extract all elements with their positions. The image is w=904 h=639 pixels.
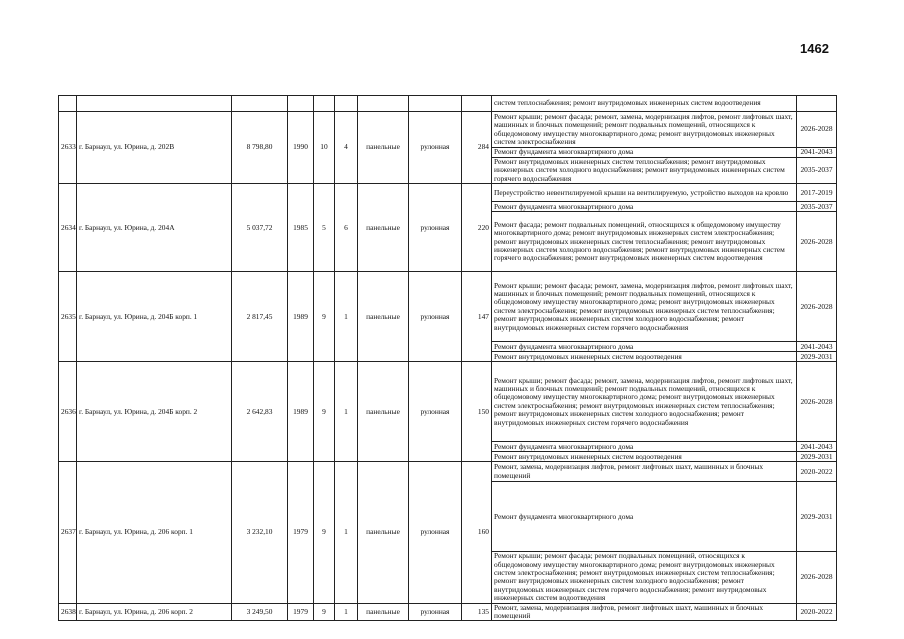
building-address: г. Барнаул, ул. Юрина, д. 204Б корп. 2: [77, 362, 232, 462]
roof-type: рулонная: [409, 462, 462, 603]
work-period: 2041-2043: [797, 148, 837, 158]
work-period: 2029-2031: [797, 482, 837, 552]
work-description: Ремонт фасада; ремонт подвальных помещений, относящихся к общедомовому имуществу многоквартирного дома; ремонт внутридомовых инженерных систем электроснабжения; ремонт внутридомовых инженерных систем теплоснабжения; ремонт внутридомовых инженерных систем холодного водоснабжения; ремонт внутридомовых инженерных систем горячего водоснабжения; ремонт внутридомовых инженерных систем водоотведения: [492, 212, 797, 272]
work-description: Переустройство невентилируемой крыши на вентилируемую, устройство выходов на кровлю: [492, 184, 797, 202]
work-description: Ремонт, замена, модернизация лифтов, ремонт лифтовых шахт, машинных и блочных помещений: [492, 603, 797, 621]
empty-cell: [232, 96, 288, 112]
apartment-count: 135: [462, 603, 492, 621]
apartment-count: 160: [462, 462, 492, 603]
wall-material: панельные: [358, 272, 409, 362]
building-address: г. Барнаул, ул. Юрина, д. 204Б корп. 1: [77, 272, 232, 362]
empty-cell: [358, 96, 409, 112]
apartment-count: 150: [462, 362, 492, 462]
work-period: 2026-2028: [797, 552, 837, 603]
building-year: 1979: [288, 603, 314, 621]
work-period: 2020-2022: [797, 603, 837, 621]
building-floors: 9: [314, 462, 335, 603]
building-floors: 5: [314, 184, 335, 272]
building-year: 1985: [288, 184, 314, 272]
work-description: Ремонт фундамента многоквартирного дома: [492, 342, 797, 352]
empty-cell: [409, 96, 462, 112]
building-number: 2636: [59, 362, 77, 462]
wall-material: панельные: [358, 112, 409, 184]
work-period: 2026-2028: [797, 112, 837, 148]
work-description: Ремонт внутридомовых инженерных систем водоотведения: [492, 352, 797, 362]
work-period: 2017-2019: [797, 184, 837, 202]
work-description: Ремонт внутридомовых инженерных систем теплоснабжения; ремонт внутридомовых инженерных систем холодного водоснабжения; ремонт внутридомовых инженерных систем горячего водоснабжения: [492, 158, 797, 184]
work-description: Ремонт крыши; ремонт фасада; ремонт, замена, модернизация лифтов, ремонт лифтовых шахт, машинных и блочных помещений; ремонт подвальных помещений, относящихся к общедомовому имуществу многоквартирного дома; ремонт внутридомовых инженерных систем электроснабжения; ремонт внутридомовых инженерных систем теплоснабжения; ремонт внутридомовых инженерных систем холодного водоснабжения; ремонт внутридомовых инженерных систем горячего водоснабжения: [492, 272, 797, 342]
empty-cell: [59, 96, 77, 112]
work-period: 2029-2031: [797, 452, 837, 462]
work-period: 2041-2043: [797, 442, 837, 452]
table-row: [59, 184, 837, 202]
work-description: Ремонт, замена, модернизация лифтов, ремонт лифтовых шахт, машинных и блочных помещений: [492, 462, 797, 482]
table-body: [59, 96, 837, 621]
work-period: 2026-2028: [797, 212, 837, 272]
building-area: 8 798,80: [232, 112, 288, 184]
page-number: 1462: [800, 41, 829, 56]
work-period: 2041-2043: [797, 342, 837, 352]
building-entrances: 1: [335, 462, 358, 603]
work-period: 2035-2037: [797, 158, 837, 184]
table-row: [59, 603, 837, 621]
building-floors: 9: [314, 362, 335, 462]
work-period: 2026-2028: [797, 272, 837, 342]
empty-cell: [77, 96, 232, 112]
work-description: Ремонт фундамента многоквартирного дома: [492, 148, 797, 158]
building-area: 3 232,10: [232, 462, 288, 603]
building-number: 2638: [59, 603, 77, 621]
table-row: [59, 112, 837, 148]
apartment-count: 284: [462, 112, 492, 184]
empty-cell: [335, 96, 358, 112]
roof-type: рулонная: [409, 112, 462, 184]
apartment-count: 147: [462, 272, 492, 362]
work-description: Ремонт внутридомовых инженерных систем водоотведения: [492, 452, 797, 462]
building-floors: 9: [314, 603, 335, 621]
work-period: [797, 96, 837, 112]
building-number: 2635: [59, 272, 77, 362]
roof-type: рулонная: [409, 362, 462, 462]
wall-material: панельные: [358, 603, 409, 621]
building-floors: 9: [314, 272, 335, 362]
building-year: 1989: [288, 272, 314, 362]
wall-material: панельные: [358, 362, 409, 462]
building-area: 5 037,72: [232, 184, 288, 272]
building-address: г. Барнаул, ул. Юрина, д. 206 корп. 1: [77, 462, 232, 603]
building-address: г. Барнаул, ул. Юрина, д. 204А: [77, 184, 232, 272]
building-number: 2633: [59, 112, 77, 184]
building-entrances: 1: [335, 272, 358, 362]
building-year: 1979: [288, 462, 314, 603]
empty-cell: [462, 96, 492, 112]
work-description: систем теплоснабжения; ремонт внутридомовых инженерных систем водоотведения: [492, 96, 797, 112]
wall-material: панельные: [358, 184, 409, 272]
work-description: Ремонт фундамента многоквартирного дома: [492, 442, 797, 452]
building-entrances: 4: [335, 112, 358, 184]
work-description: Ремонт крыши; ремонт фасада; ремонт, замена, модернизация лифтов, ремонт лифтовых шахт, машинных и блочных помещений; ремонт подвальных помещений, относящихся к общедомовому имуществу многоквартирного дома; ремонт внутридомовых инженерных систем электроснабжения: [492, 112, 797, 148]
building-area: 3 249,50: [232, 603, 288, 621]
roof-type: рулонная: [409, 184, 462, 272]
table-row: [59, 272, 837, 342]
wall-material: панельные: [358, 462, 409, 603]
empty-cell: [314, 96, 335, 112]
building-area: 2 817,45: [232, 272, 288, 362]
building-address: г. Барнаул, ул. Юрина, д. 206 корп. 2: [77, 603, 232, 621]
roof-type: рулонная: [409, 272, 462, 362]
building-entrances: 1: [335, 362, 358, 462]
building-number: 2637: [59, 462, 77, 603]
building-address: г. Барнаул, ул. Юрина, д. 202В: [77, 112, 232, 184]
roof-type: рулонная: [409, 603, 462, 621]
building-entrances: 1: [335, 603, 358, 621]
work-period: 2020-2022: [797, 462, 837, 482]
table-row: [59, 96, 837, 112]
building-number: 2634: [59, 184, 77, 272]
work-description: Ремонт фундамента многоквартирного дома: [492, 482, 797, 552]
capital-repair-table: [58, 95, 837, 621]
building-floors: 10: [314, 112, 335, 184]
work-period: 2035-2037: [797, 202, 837, 212]
building-year: 1989: [288, 362, 314, 462]
table-row: [59, 362, 837, 442]
building-entrances: 6: [335, 184, 358, 272]
work-description: Ремонт крыши; ремонт фасада; ремонт подвальных помещений, относящихся к общедомовому имуществу многоквартирного дома; ремонт внутридомовых инженерных систем электроснабжения; ремонт внутридомовых инженерных систем теплоснабжения; ремонт внутридомовых инженерных систем холодного водоснабжения; ремонт внутридомовых инженерных систем горячего водоснабжения; ремонт внутридомовых инженерных систем водоотведения: [492, 552, 797, 603]
empty-cell: [288, 96, 314, 112]
work-description: Ремонт фундамента многоквартирного дома: [492, 202, 797, 212]
table-row: [59, 462, 837, 482]
work-period: 2026-2028: [797, 362, 837, 442]
building-year: 1990: [288, 112, 314, 184]
building-area: 2 642,83: [232, 362, 288, 462]
work-description: Ремонт крыши; ремонт фасада; ремонт, замена, модернизация лифтов, ремонт лифтовых шахт, машинных и блочных помещений; ремонт подвальных помещений, относящихся к общедомовому имуществу многоквартирного дома; ремонт внутридомовых инженерных систем электроснабжения; ремонт внутридомовых инженерных систем теплоснабжения; ремонт внутридомовых инженерных систем холодного водоснабжения; ремонт внутридомовых инженерных систем горячего водоснабжения: [492, 362, 797, 442]
apartment-count: 220: [462, 184, 492, 272]
work-period: 2029-2031: [797, 352, 837, 362]
